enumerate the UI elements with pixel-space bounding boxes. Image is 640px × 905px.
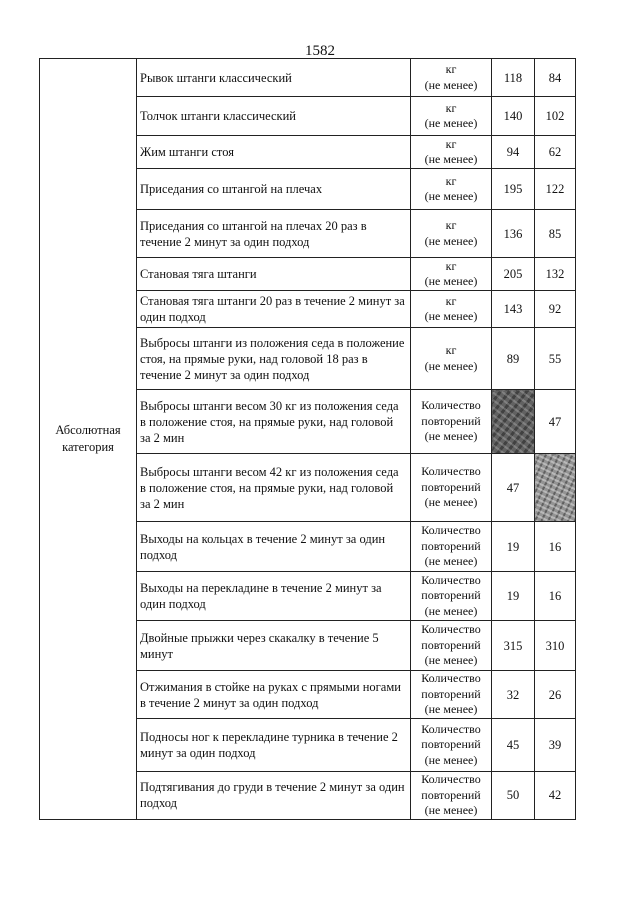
unit-cell <box>411 671 492 719</box>
unit-line: повторений <box>421 686 481 701</box>
value-cell: 62 <box>535 136 576 169</box>
value-cell: 89 <box>492 328 535 390</box>
value-cell: 16 <box>535 572 576 621</box>
unit-line: (не менее) <box>424 495 478 510</box>
value-cell: 310 <box>535 621 576 671</box>
unit-cell <box>411 772 492 820</box>
obscured-value-cell <box>535 454 576 522</box>
unit-line: кг <box>445 100 457 115</box>
unit-line: (не менее) <box>424 752 478 767</box>
unit-line: (не менее) <box>424 233 478 248</box>
unit-line: кг <box>445 218 457 232</box>
unit-line: кг <box>445 62 457 76</box>
unit-line: Количество <box>421 671 481 686</box>
value-cell: 205 <box>492 258 535 291</box>
unit-line: Количество <box>421 772 481 786</box>
value-cell: 315 <box>492 621 535 671</box>
value-cell: 102 <box>535 97 576 136</box>
exercise-cell: Подтягивания до груди в течение 2 минут за один подход <box>137 772 411 820</box>
value-cell: 19 <box>492 572 535 621</box>
unit-line: кг <box>445 293 457 308</box>
exercise-cell: Выходы на кольцах в течение 2 минут за один подход <box>137 522 411 572</box>
exercise-cell: Выбросы штанги весом 30 кг из положения седа в положение стоя, на прямые руки, над головой за 2 мин <box>137 390 411 454</box>
value-cell: 55 <box>535 328 576 390</box>
value-cell: 39 <box>535 719 576 772</box>
value-cell: 19 <box>492 522 535 572</box>
value-cell: 85 <box>535 210 576 258</box>
exercise-cell: Жим штанги стоя <box>137 136 411 169</box>
value-cell: 143 <box>492 291 535 328</box>
unit-cell <box>411 59 492 97</box>
value-cell: 94 <box>492 136 535 169</box>
unit-line: (не менее) <box>424 358 478 373</box>
value-cell: 47 <box>535 390 576 454</box>
unit-line: (не менее) <box>424 702 478 717</box>
page-number: 1582 <box>305 43 335 59</box>
unit-line: (не менее) <box>424 274 478 288</box>
unit-line: Количество <box>421 622 481 637</box>
unit-line: повторений <box>421 737 481 752</box>
unit-cell <box>411 572 492 621</box>
unit-line: (не менее) <box>424 429 478 444</box>
exercise-cell: Двойные прыжки через скакалку в течение 5 минут <box>137 621 411 671</box>
unit-cell <box>411 390 492 454</box>
unit-line: (не менее) <box>424 554 478 569</box>
unit-line: (не менее) <box>424 309 478 323</box>
unit-line: (не менее) <box>424 803 478 817</box>
exercise-cell: Выбросы штанги из положения седа в положение стоя, на прямые руки, над головой 18 раз в течение 2 минут за один подход <box>137 328 411 390</box>
unit-cell <box>411 621 492 671</box>
unit-line: (не менее) <box>424 189 478 203</box>
obscured-value-cell <box>492 390 535 454</box>
exercise-cell: Приседания со штангой на плечах 20 раз в течение 2 минут за один подход <box>137 210 411 258</box>
unit-cell <box>411 522 492 572</box>
unit-line: кг <box>445 258 457 273</box>
exercise-cell: Выбросы штанги весом 42 кг из положения седа в положение стоя, на прямые руки, над головой за 2 мин <box>137 454 411 522</box>
unit-line: повторений <box>421 588 481 603</box>
unit-line: повторений <box>421 538 481 553</box>
unit-cell <box>411 258 492 291</box>
unit-line: повторений <box>421 637 481 652</box>
unit-line: Количество <box>421 523 481 538</box>
exercise-cell: Становая тяга штанги <box>137 258 411 291</box>
value-cell: 16 <box>535 522 576 572</box>
exercise-cell: Становая тяга штанги 20 раз в течение 2 минут за один подход <box>137 291 411 328</box>
value-cell: 118 <box>492 59 535 97</box>
unit-cell <box>411 454 492 522</box>
unit-line: Количество <box>421 572 481 587</box>
unit-line: (не менее) <box>424 77 478 92</box>
value-cell: 92 <box>535 291 576 328</box>
value-cell: 140 <box>492 97 535 136</box>
unit-cell <box>411 97 492 136</box>
unit-line: повторений <box>421 413 481 428</box>
unit-line: Количество <box>421 398 481 413</box>
unit-line: Количество <box>421 464 481 479</box>
unit-cell <box>411 210 492 258</box>
unit-cell <box>411 291 492 328</box>
unit-line: кг <box>445 173 457 188</box>
exercise-cell: Выходы на перекладине в течение 2 минут за один подход <box>137 572 411 621</box>
unit-cell <box>411 719 492 772</box>
unit-line: повторений <box>421 479 481 494</box>
exercise-cell: Приседания со штангой на плечах <box>137 169 411 210</box>
unit-line: (не менее) <box>424 603 478 618</box>
value-cell: 132 <box>535 258 576 291</box>
exercise-cell: Рывок штанги классический <box>137 59 411 97</box>
value-cell: 195 <box>492 169 535 210</box>
value-cell: 45 <box>492 719 535 772</box>
unit-line: (не менее) <box>424 653 478 668</box>
exercise-cell: Подносы ног к перекладине турника в течение 2 минут за один подход <box>137 719 411 772</box>
unit-line: Количество <box>421 721 481 736</box>
unit-line: (не менее) <box>424 116 478 130</box>
value-cell: 32 <box>492 671 535 719</box>
unit-line: кг <box>445 343 457 357</box>
unit-cell <box>411 169 492 210</box>
standards-table <box>39 58 576 820</box>
unit-line: кг <box>445 136 457 151</box>
exercise-cell: Толчок штанги классический <box>137 97 411 136</box>
value-cell: 50 <box>492 772 535 820</box>
table-row <box>40 59 576 97</box>
exercise-cell: Отжимания в стойке на руках с прямыми ногами в течение 2 минут за один подход <box>137 671 411 719</box>
unit-line: (не менее) <box>424 152 478 166</box>
value-cell: 47 <box>492 454 535 522</box>
value-cell: 26 <box>535 671 576 719</box>
unit-cell <box>411 328 492 390</box>
value-cell: 122 <box>535 169 576 210</box>
category-cell: Абсолютная категория <box>40 59 137 820</box>
value-cell: 42 <box>535 772 576 820</box>
unit-line: повторений <box>421 787 481 802</box>
value-cell: 84 <box>535 59 576 97</box>
standards-table-body <box>40 59 576 820</box>
value-cell: 136 <box>492 210 535 258</box>
unit-cell <box>411 136 492 169</box>
